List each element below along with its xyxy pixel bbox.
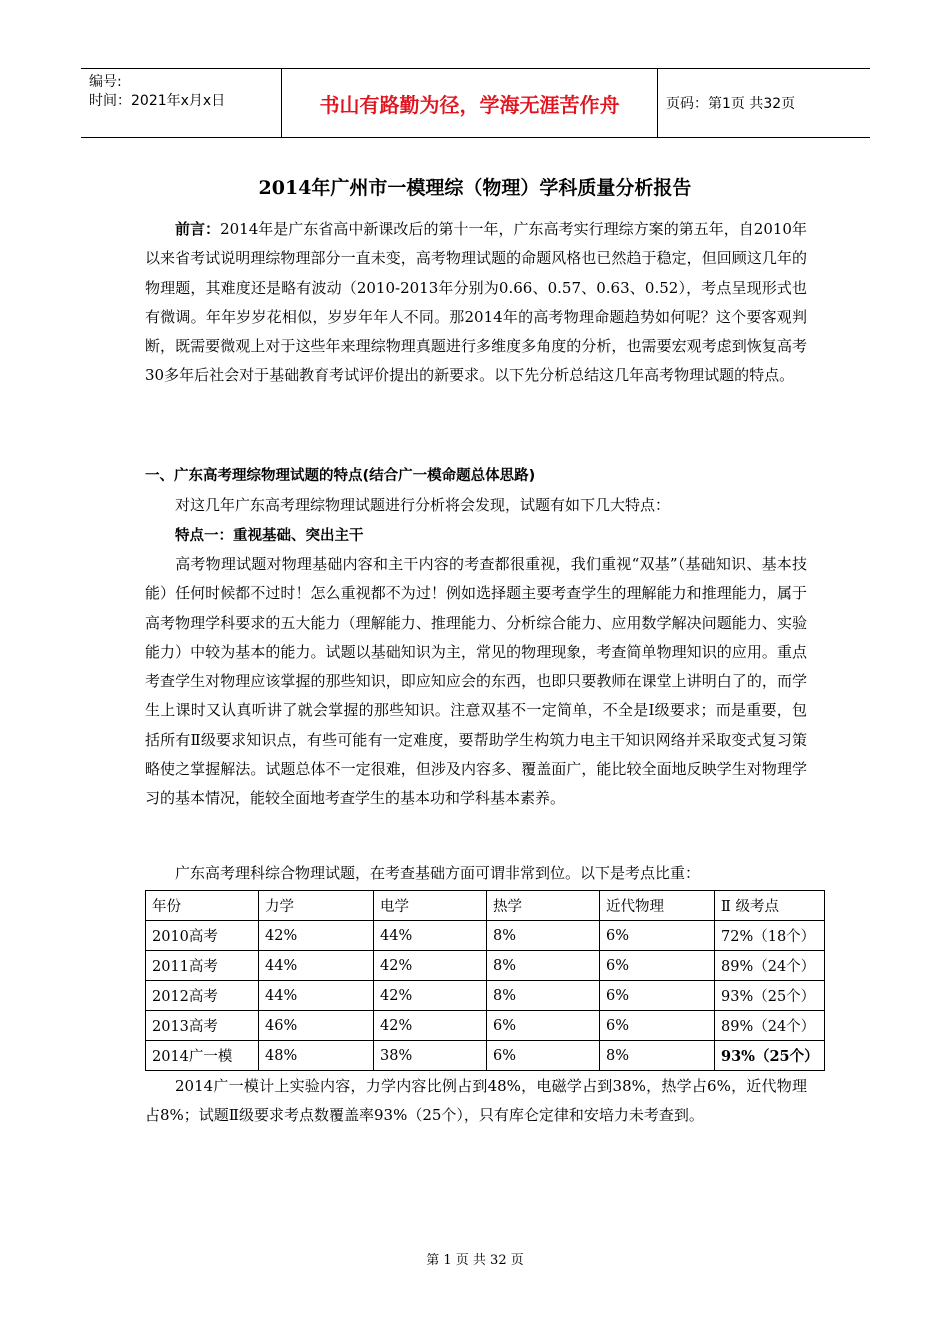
table-cell: 38% — [374, 1041, 487, 1071]
table-header-cell: 电学 — [374, 891, 487, 921]
table-cell: 44% — [259, 951, 374, 981]
table-cell: 42% — [374, 981, 487, 1011]
table-row — [146, 951, 825, 981]
table-cell: 89%（24个） — [715, 951, 825, 981]
table-header-cell: 热学 — [487, 891, 600, 921]
table-cell: 6% — [600, 921, 715, 951]
feature1-title: 特点一：重视基础、突出主干 — [175, 528, 364, 544]
table-cell: 48% — [259, 1041, 374, 1071]
table-cell: 42% — [374, 1011, 487, 1041]
table-cell: 6% — [487, 1041, 600, 1071]
table-cell: 2012高考 — [146, 981, 259, 1011]
preface-paragraph — [145, 215, 807, 391]
table-cell: 8% — [487, 981, 600, 1011]
table-cell: 42% — [374, 951, 487, 981]
table-cell: 6% — [487, 1011, 600, 1041]
topic-weight-table — [145, 890, 825, 1071]
table-cell: 93%（25个） — [715, 1041, 825, 1071]
header-meta — [81, 69, 282, 137]
table-cell: 8% — [487, 921, 600, 951]
table-cell: 6% — [600, 1011, 715, 1041]
table-cell: 44% — [374, 921, 487, 951]
table-cell: 2010高考 — [146, 921, 259, 951]
table-row — [146, 1041, 825, 1071]
header-motto: 书山有路勤为径，学海无涯苦作舟 — [282, 69, 658, 137]
table-cell: 2014广一模 — [146, 1041, 259, 1071]
table-cell: 72%（18个） — [715, 921, 825, 951]
table-header-cell: 近代物理 — [600, 891, 715, 921]
header-page-info: 页码：第1页 共32页 — [666, 96, 796, 112]
table-row — [146, 1011, 825, 1041]
table-header-row — [146, 891, 825, 921]
table-intro: 广东高考理科综合物理试题，在考查基础方面可谓非常到位。以下是考点比重： — [175, 864, 701, 882]
table-row — [146, 981, 825, 1011]
feature1-body — [145, 550, 807, 814]
table-cell: 44% — [259, 981, 374, 1011]
table-row — [146, 921, 825, 951]
table-cell: 93%（25个） — [715, 981, 825, 1011]
table-cell: 8% — [487, 951, 600, 981]
table-cell: 8% — [600, 1041, 715, 1071]
document-header — [81, 68, 870, 138]
serial-label: 编号: — [89, 74, 122, 90]
preface-lead: 前言： — [175, 220, 221, 238]
table-cell: 6% — [600, 981, 715, 1011]
table-cell: 89%（24个） — [715, 1011, 825, 1041]
summary-text: 2014广一模计上实验内容，力学内容比例占到48%，电磁学占到38%，热学占6%，近代物理占8%；试题Ⅱ级要求考点数覆盖率93%（25个），只有库仑定律和安培力未考查到。 — [145, 1077, 807, 1125]
feature1-body-text: 高考物理试题对物理基础内容和主干内容的考查都很重视，我们重视“双基”（基础知识、基本技能）任何时候都不过时！怎么重视都不为过！例如选择题主要考查学生的理解能力和推理能力，属于高考物理学科要求的五大能力（理解能力、推理能力、分析综合能力、应用数学解决问题能力、实验能力）中较为基本的能力。试题以基础知识为主，常见的物理现象，考查简单物理知识的应用。重点考查学生对物理应该掌握的那些知识，即应知应会的东西，也即只要教师在课堂上讲明白了的，而学生上课时又认真听讲了就会掌握的那些知识。注意双基不一定简单，不全是I级要求；而是重要，包括所有Ⅱ级要求知识点，有些可能有一定难度，要帮助学生构筑力电主干知识网络并采取变式复习策略使之掌握解法。试题总体不一定很难，但涉及内容多、覆盖面广，能比较全面地反映学生对物理学习的基本情况，能较全面地考查学生的基本功和学科基本素养。 — [145, 555, 807, 808]
table-cell: 6% — [600, 951, 715, 981]
table-header-cell: 力学 — [259, 891, 374, 921]
page-footer: 第 1 页 共 32 页 — [426, 1253, 524, 1268]
report-title: 2014年广州市一模理综（物理）学科质量分析报告 — [258, 177, 692, 199]
preface-text: 2014年是广东省高中新课改后的第十一年，广东高考实行理综方案的第五年，自2010年以来省考试说明理综物理部分一直未变，高考物理试题的命题风格也已然趋于稳定，但回顾这几年的物理题，其难度还是略有波动（2010-2013年分别为0.66、0.57、0.63、0.52），考点呈现形式也有微调。年年岁岁花相似，岁岁年年人不同。那2014年的高考物理命题趋势如何呢？这个要客观判断，既需要微观上对于这些年来理综物理真题进行多维度多角度的分析，也需要宏观考虑到恢复高考30多年后社会对于基础教育考试评价提出的新要求。以下先分析总结这几年高考物理试题的特点。 — [145, 220, 807, 385]
table-cell: 2013高考 — [146, 1011, 259, 1041]
summary-paragraph — [145, 1072, 807, 1131]
time-label: 时间：2021年x月x日 — [89, 93, 226, 109]
table-cell: 42% — [259, 921, 374, 951]
table-cell: 2011高考 — [146, 951, 259, 981]
section1-intro: 对这几年广东高考理综物理试题进行分析将会发现，试题有如下几大特点： — [175, 496, 671, 514]
table-header-cell: Ⅱ 级考点 — [715, 891, 825, 921]
table-header-cell: 年份 — [146, 891, 259, 921]
section1-heading: 一、广东高考理综物理试题的特点(结合广一模命题总体思路) — [145, 468, 536, 484]
table-cell: 46% — [259, 1011, 374, 1041]
